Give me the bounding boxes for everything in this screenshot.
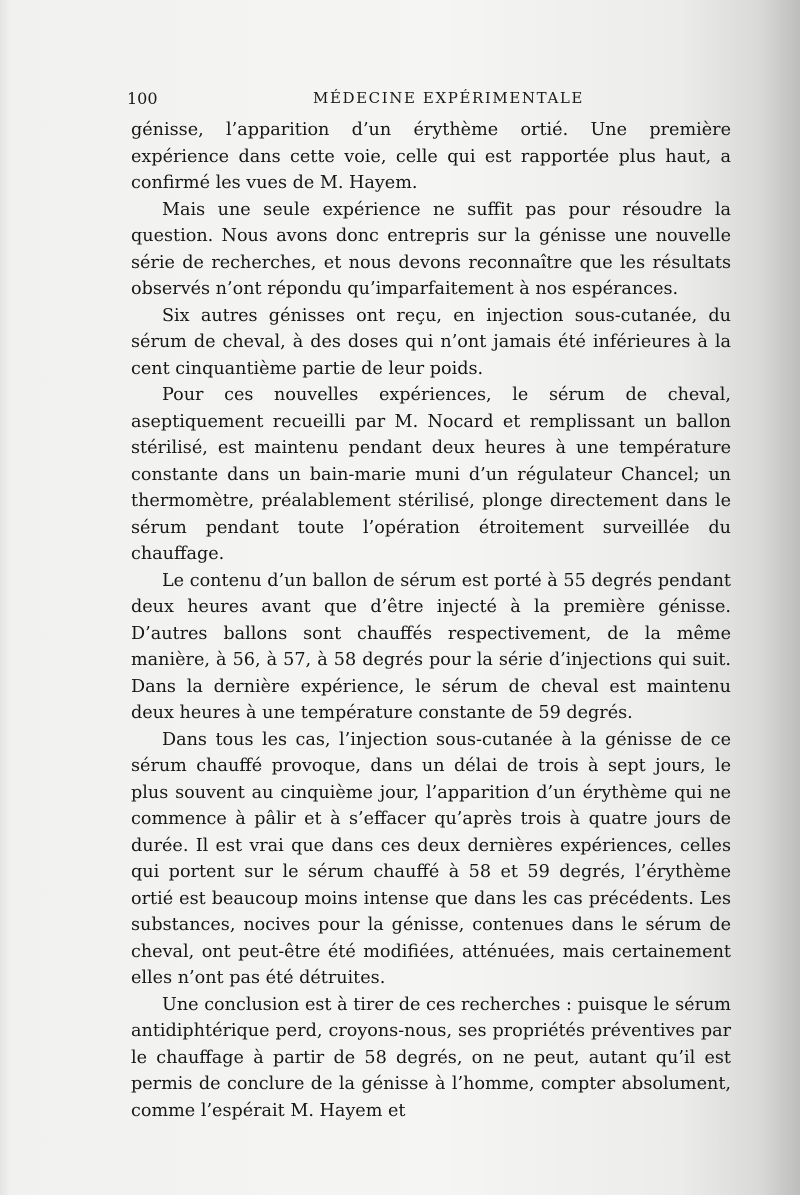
page-gutter	[0, 0, 10, 1195]
page-number: 100	[127, 89, 158, 108]
paragraph: Dans tous les cas, l’injection sous-cutanée à la génisse de ce sérum chauffé provoque, dans un délai de trois à sept jours, le plus souvent au cinquième jour, l’apparition d’un érythème qui ne commence à pâlir et à s’effacer qu’après trois à quatre jours de durée. Il est vrai que dans ces deux dernières expériences, celles qui portent sur le sérum chauffé à 58 et 59 degrés, l’érythème ortié est beaucoup moins intense que dans les cas précédents. Les substances, nocives pour la génisse, contenues dans le sérum de cheval, ont peut-être été modifiées, atténuées, mais certainement elles n’ont pas été détruites.	[131, 729, 731, 988]
paragraph: Six autres génisses ont reçu, en injection sous-cutanée, du sérum de cheval, à des doses qui n’ont jamais été inférieures à la cent cinquantième partie de leur poids.	[131, 305, 731, 379]
body-text	[131, 117, 731, 1124]
page-header	[127, 89, 730, 113]
paragraph: Mais une seule expérience ne suffit pas pour résoudre la question. Nous avons donc entrepris sur la génisse une nouvelle série de recherches, et nous devons reconnaître que les résultats observés n’ont répondu qu’imparfaitement à nos espérances.	[131, 199, 731, 299]
paragraph-continued: génisse, l’apparition d’un érythème ortié. Une première expérience dans cette voie, celle qui est rapportée plus haut, a confirmé les vues de M. Hayem.	[131, 120, 731, 193]
paragraph: Le contenu d’un ballon de sérum est porté à 55 degrés pendant deux heures avant que d’être injecté à la première génisse. D’autres ballons sont chauffés respectivement, de la même manière, à 56, à 57, à 58 degrés pour la série d’injections qui suit. Dans la dernière expérience, le sérum de cheval est maintenu deux heures à une température constante de 59 degrés.	[131, 570, 731, 723]
paragraph: Pour ces nouvelles expériences, le sérum de cheval, aseptiquement recueilli par M. Nocard et remplissant un ballon stérilisé, est maintenu pendant deux heures à une température constante dans un bain-marie muni d’un régulateur Chancel; un thermomètre, préalablement stérilisé, plonge directement dans le sérum pendant toute l’opération étroitement surveillée du chauffage.	[131, 385, 731, 564]
running-head: MÉDECINE EXPÉRIMENTALE	[313, 89, 584, 107]
paragraph: Une conclusion est à tirer de ces recherches : puisque le sérum antidiphtérique perd, croyons-nous, ses propriétés préventives par le chauffage à partir de 58 degrés, on ne peut, autant qu’il est permis de conclure de la génisse à l’homme, compter absolument, comme l’espérait M. Hayem et	[131, 994, 731, 1121]
